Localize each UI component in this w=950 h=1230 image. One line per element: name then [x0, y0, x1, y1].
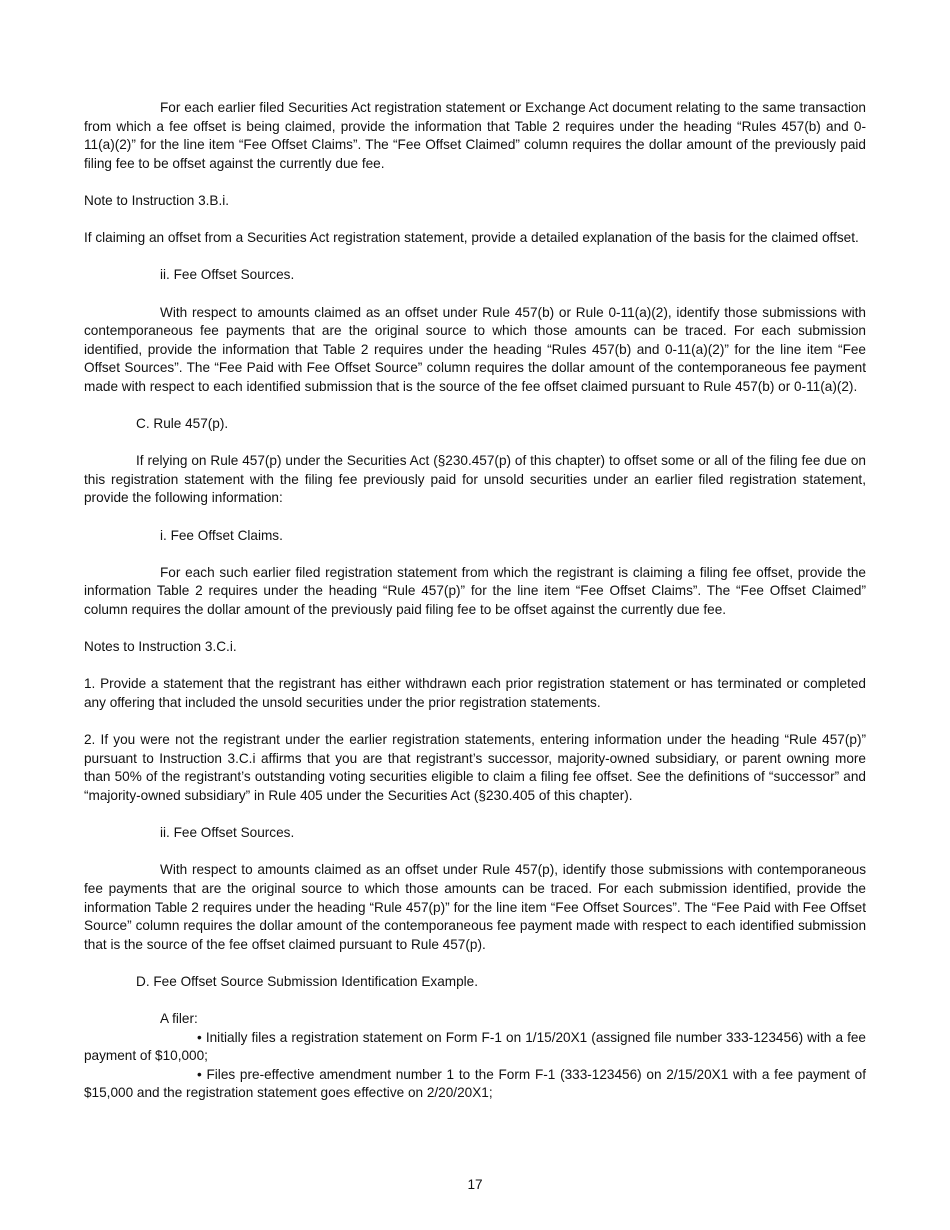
paragraph-fee-offset-sources-457b: With respect to amounts claimed as an offset under Rule 457(b) or Rule 0-11(a)(2), identify those submissions with contemporaneous fee payments that are the original source to which those amounts can be traced. For each submission identified, provide the information that Table 2 requires under the heading “Rules 457(b) and 0-11(a)(2)” for the line item “Fee Offset Sources”. The “Fee Paid with Fee Offset Source” column requires the dollar amount of the contemporaneous fee payment made with respect to each identified submission that is the source of the fee offset claimed pursuant to Rule 457(b) or 0-11(a)(2).	[84, 304, 866, 394]
note-3ci-item-2: 2. If you were not the registrant under the earlier registration statements, entering information under the heading “Rule 457(p)” pursuant to Instruction 3.C.i affirms that you are that registrant’s successor, majority-owned subsidiary, or parent owning more than 50% of the registrant’s outstanding voting securities eligible to claim a filing fee offset. See the definitions of “successor” and “majority-owned subsidiary” in Rule 405 under the Securities Act (§230.405 of this chapter).	[84, 732, 866, 803]
page-number: 17	[467, 1177, 483, 1192]
subheading-fee-offset-sources-1: ii. Fee Offset Sources.	[160, 267, 295, 283]
paragraph-fee-offset-claims-457b: For each earlier filed Securities Act registration statement or Exchange Act document relating to the same transaction from which a fee offset is being claimed, provide the information that Table 2 requires under the heading “Rules 457(b) and 0-11(a)(2)” for the line item “Fee Offset Claims”. The “Fee Offset Claimed” column requires the dollar amount of the previously paid filing fee to be offset against the currently due fee.	[84, 100, 866, 171]
subheading-fee-offset-claims: i. Fee Offset Claims.	[160, 527, 283, 543]
heading-rule-457p: C. Rule 457(p).	[136, 416, 229, 432]
note-heading-3bi: Note to Instruction 3.B.i.	[84, 192, 230, 208]
example-intro: A filer:	[160, 1011, 198, 1027]
subheading-fee-offset-sources-2: ii. Fee Offset Sources.	[160, 825, 295, 841]
note-3ci-item-1: 1. Provide a statement that the registrant has either withdrawn each prior registration statement or has terminated or completed any offering that included the unsold securities under the prior registration statements.	[84, 676, 866, 710]
heading-identification-example: D. Fee Offset Source Submission Identification Example.	[136, 973, 479, 989]
paragraph-note-3bi: If claiming an offset from a Securities Act registration statement, provide a detailed explanation of the basis for the claimed offset.	[84, 230, 859, 246]
paragraph-rule-457p-intro: If relying on Rule 457(p) under the Securities Act (§230.457(p) of this chapter) to offset some or all of the filing fee due on this registration statement with the filing fee previously paid for unsold securities under an earlier filed registration statement, provide the following information:	[84, 453, 866, 506]
paragraph-fee-offset-sources-457p: With respect to amounts claimed as an offset under Rule 457(p), identify those submissions with contemporaneous fee payments that are the original source to which those amounts can be traced. For each submission identified, provide the information Table 2 requires under the heading “Rule 457(p)” for the line item “Fee Offset Sources”. The “Fee Paid with Fee Offset Source” column requires the dollar amount of the contemporaneous fee payment made with respect to each identified submission that is the source of the fee offset claimed pursuant to Rule 457(p).	[84, 862, 866, 952]
paragraph-fee-offset-claims-457p: For each such earlier filed registration statement from which the registrant is claiming a filing fee offset, provide the information Table 2 requires under the heading “Rule 457(p)” for the line item “Fee Offset Claims”. The “Fee Offset Claimed” column requires the dollar amount of the previously paid filing fee to be offset against the currently due fee.	[84, 564, 866, 618]
document-body	[84, 99, 866, 1103]
example-bullet-2: • Files pre-effective amendment number 1 to the Form F-1 (333-123456) on 2/15/20X1 with a fee payment of $15,000 and the registration statement goes effective on 2/20/20X1;	[84, 1066, 866, 1101]
example-bullet-1: • Initially files a registration statement on Form F-1 on 1/15/20X1 (assigned file number 333-123456) with a fee payment of $10,000;	[84, 1029, 866, 1064]
notes-heading-3ci: Notes to Instruction 3.C.i.	[84, 639, 237, 655]
